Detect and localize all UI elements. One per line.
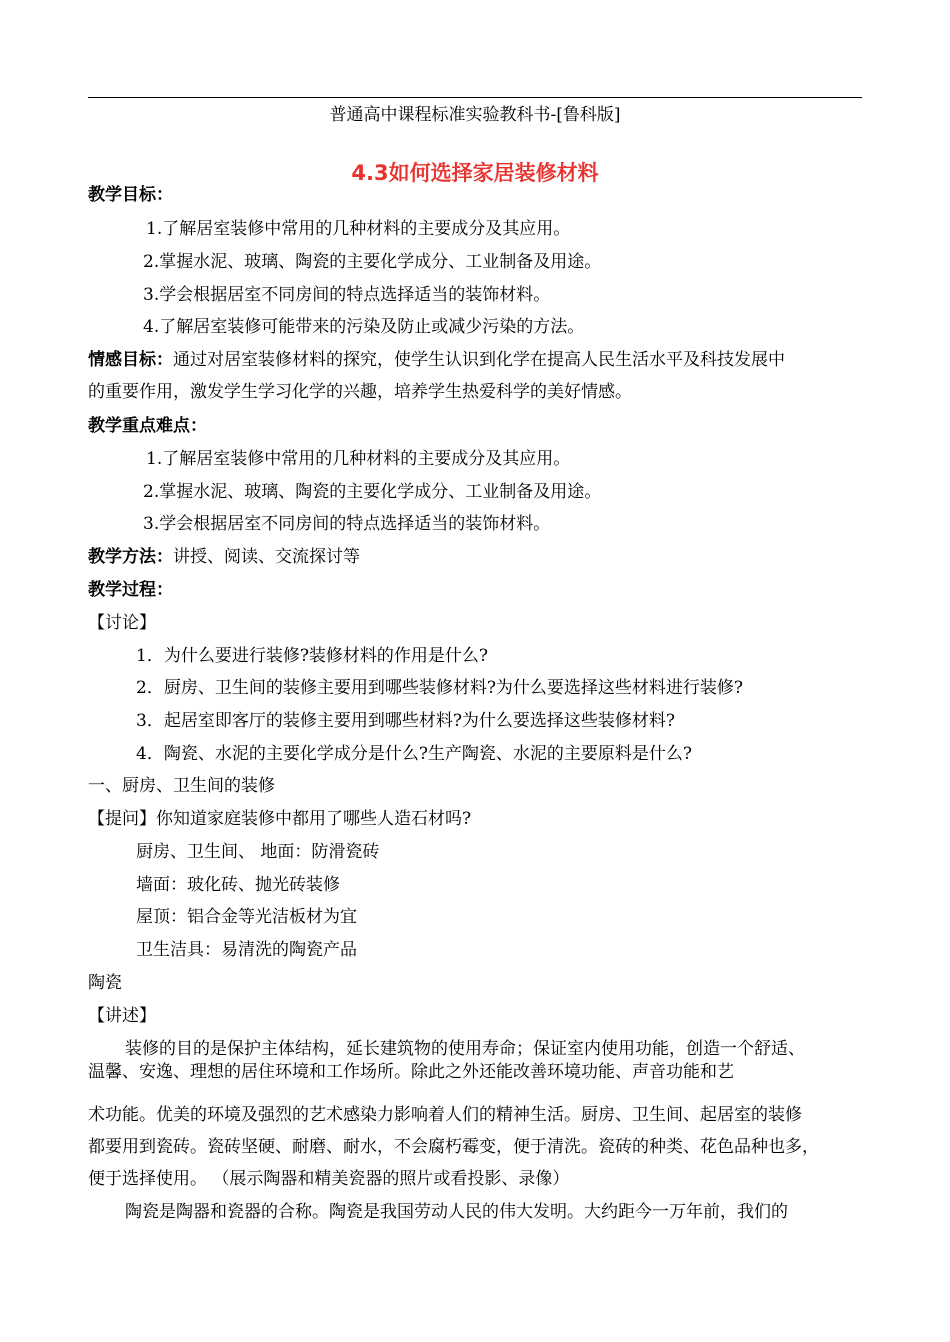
- goals-label: 教学目标：: [88, 185, 173, 205]
- lecture-text: 温馨、安逸、理想的居住环境和工作场所。除此之外还能改善环境功能、声音功能和艺: [88, 1062, 734, 1082]
- keypoint-item: 1.了解居室装修中常用的几种材料的主要成分及其应用。: [146, 449, 571, 469]
- discussion-item: 3．起居室即客厅的装修主要用到哪些材料?为什么要选择这些装修材料?: [136, 711, 676, 731]
- method-label: 教学方法：: [88, 547, 173, 567]
- lecture-text: 术功能。优美的环境及强烈的艺术感染力影响着人们的精神生活。厨房、卫生间、起居室的装修: [88, 1105, 802, 1125]
- keypoint-item: 2.掌握水泥、玻璃、陶瓷的主要化学成分、工业制备及用途。: [143, 482, 602, 502]
- discussion-item: 4．陶瓷、水泥的主要化学成分是什么?生产陶瓷、水泥的主要原料是什么?: [136, 744, 693, 764]
- lecture-text: 装修的目的是保护主体结构，延长建筑物的使用寿命；保证室内使用功能，创造一个舒适、: [125, 1039, 805, 1059]
- discussion-label: 【讨论】: [88, 613, 156, 633]
- lecture-text: 都要用到瓷砖。瓷砖坚硬、耐磨、耐水，不会腐朽霉变，便于清洗。瓷砖的种类、花色品种也多，: [88, 1137, 819, 1157]
- goal-item: 1.了解居室装修中常用的几种材料的主要成分及其应用。: [146, 219, 571, 239]
- lesson-title: 4.3如何选择家居装修材料: [351, 161, 599, 185]
- goal-item: 3.学会根据居室不同房间的特点选择适当的装饰材料。: [143, 285, 551, 305]
- answer-item: 卫生洁具：易清洗的陶瓷产品: [136, 940, 357, 960]
- keypoint-item: 3.学会根据居室不同房间的特点选择适当的装饰材料。: [143, 514, 551, 534]
- answer-item: 屋顶：铝合金等光洁板材为宜: [136, 907, 357, 927]
- goal-item: 2.掌握水泥、玻璃、陶瓷的主要化学成分、工业制备及用途。: [143, 252, 602, 272]
- emotion-text-cont: 的重要作用，激发学生学习化学的兴趣，培养学生热爱科学的美好情感。: [88, 382, 632, 402]
- keypoints-label: 教学重点难点：: [88, 416, 207, 436]
- goal-item: 4.了解居室装修可能带来的污染及防止或减少污染的方法。: [143, 317, 585, 337]
- page-header: 普通高中课程标准实验教科书-[鲁科版]: [329, 105, 621, 125]
- process-label: 教学过程：: [88, 580, 173, 600]
- answer-item: 墙面：玻化砖、抛光砖装修: [136, 875, 340, 895]
- lecture-text: 陶瓷是陶器和瓷器的合称。陶瓷是我国劳动人民的伟大发明。大约距今一万年前，我们的: [125, 1202, 788, 1222]
- answer-item: 厨房、卫生间、 地面：防滑瓷砖: [136, 842, 380, 862]
- section-heading: 一、厨房、卫生间的装修: [88, 776, 275, 796]
- lecture-label: 【讲述】: [88, 1006, 156, 1026]
- lecture-text: 便于选择使用。 （展示陶器和精美瓷器的照片或看投影、录像）: [88, 1169, 570, 1189]
- subheading-ceramics: 陶瓷: [88, 973, 122, 993]
- teaching-method: [88, 546, 360, 568]
- question: 【提问】你知道家庭装修中都用了哪些人造石材吗?: [88, 809, 472, 829]
- emotion-label: 情感目标：: [88, 350, 173, 370]
- header-rule: [88, 97, 862, 98]
- emotion-text: 通过对居室装修材料的探究，使学生认识到化学在提高人民生活水平及科技发展中: [173, 350, 785, 370]
- emotion-goal: [88, 349, 785, 371]
- method-text: 讲授、阅读、交流探讨等: [173, 547, 360, 567]
- discussion-item: 2．厨房、卫生间的装修主要用到哪些装修材料?为什么要选择这些材料进行装修?: [136, 678, 744, 698]
- discussion-item: 1．为什么要进行装修?装修材料的作用是什么?: [136, 646, 489, 666]
